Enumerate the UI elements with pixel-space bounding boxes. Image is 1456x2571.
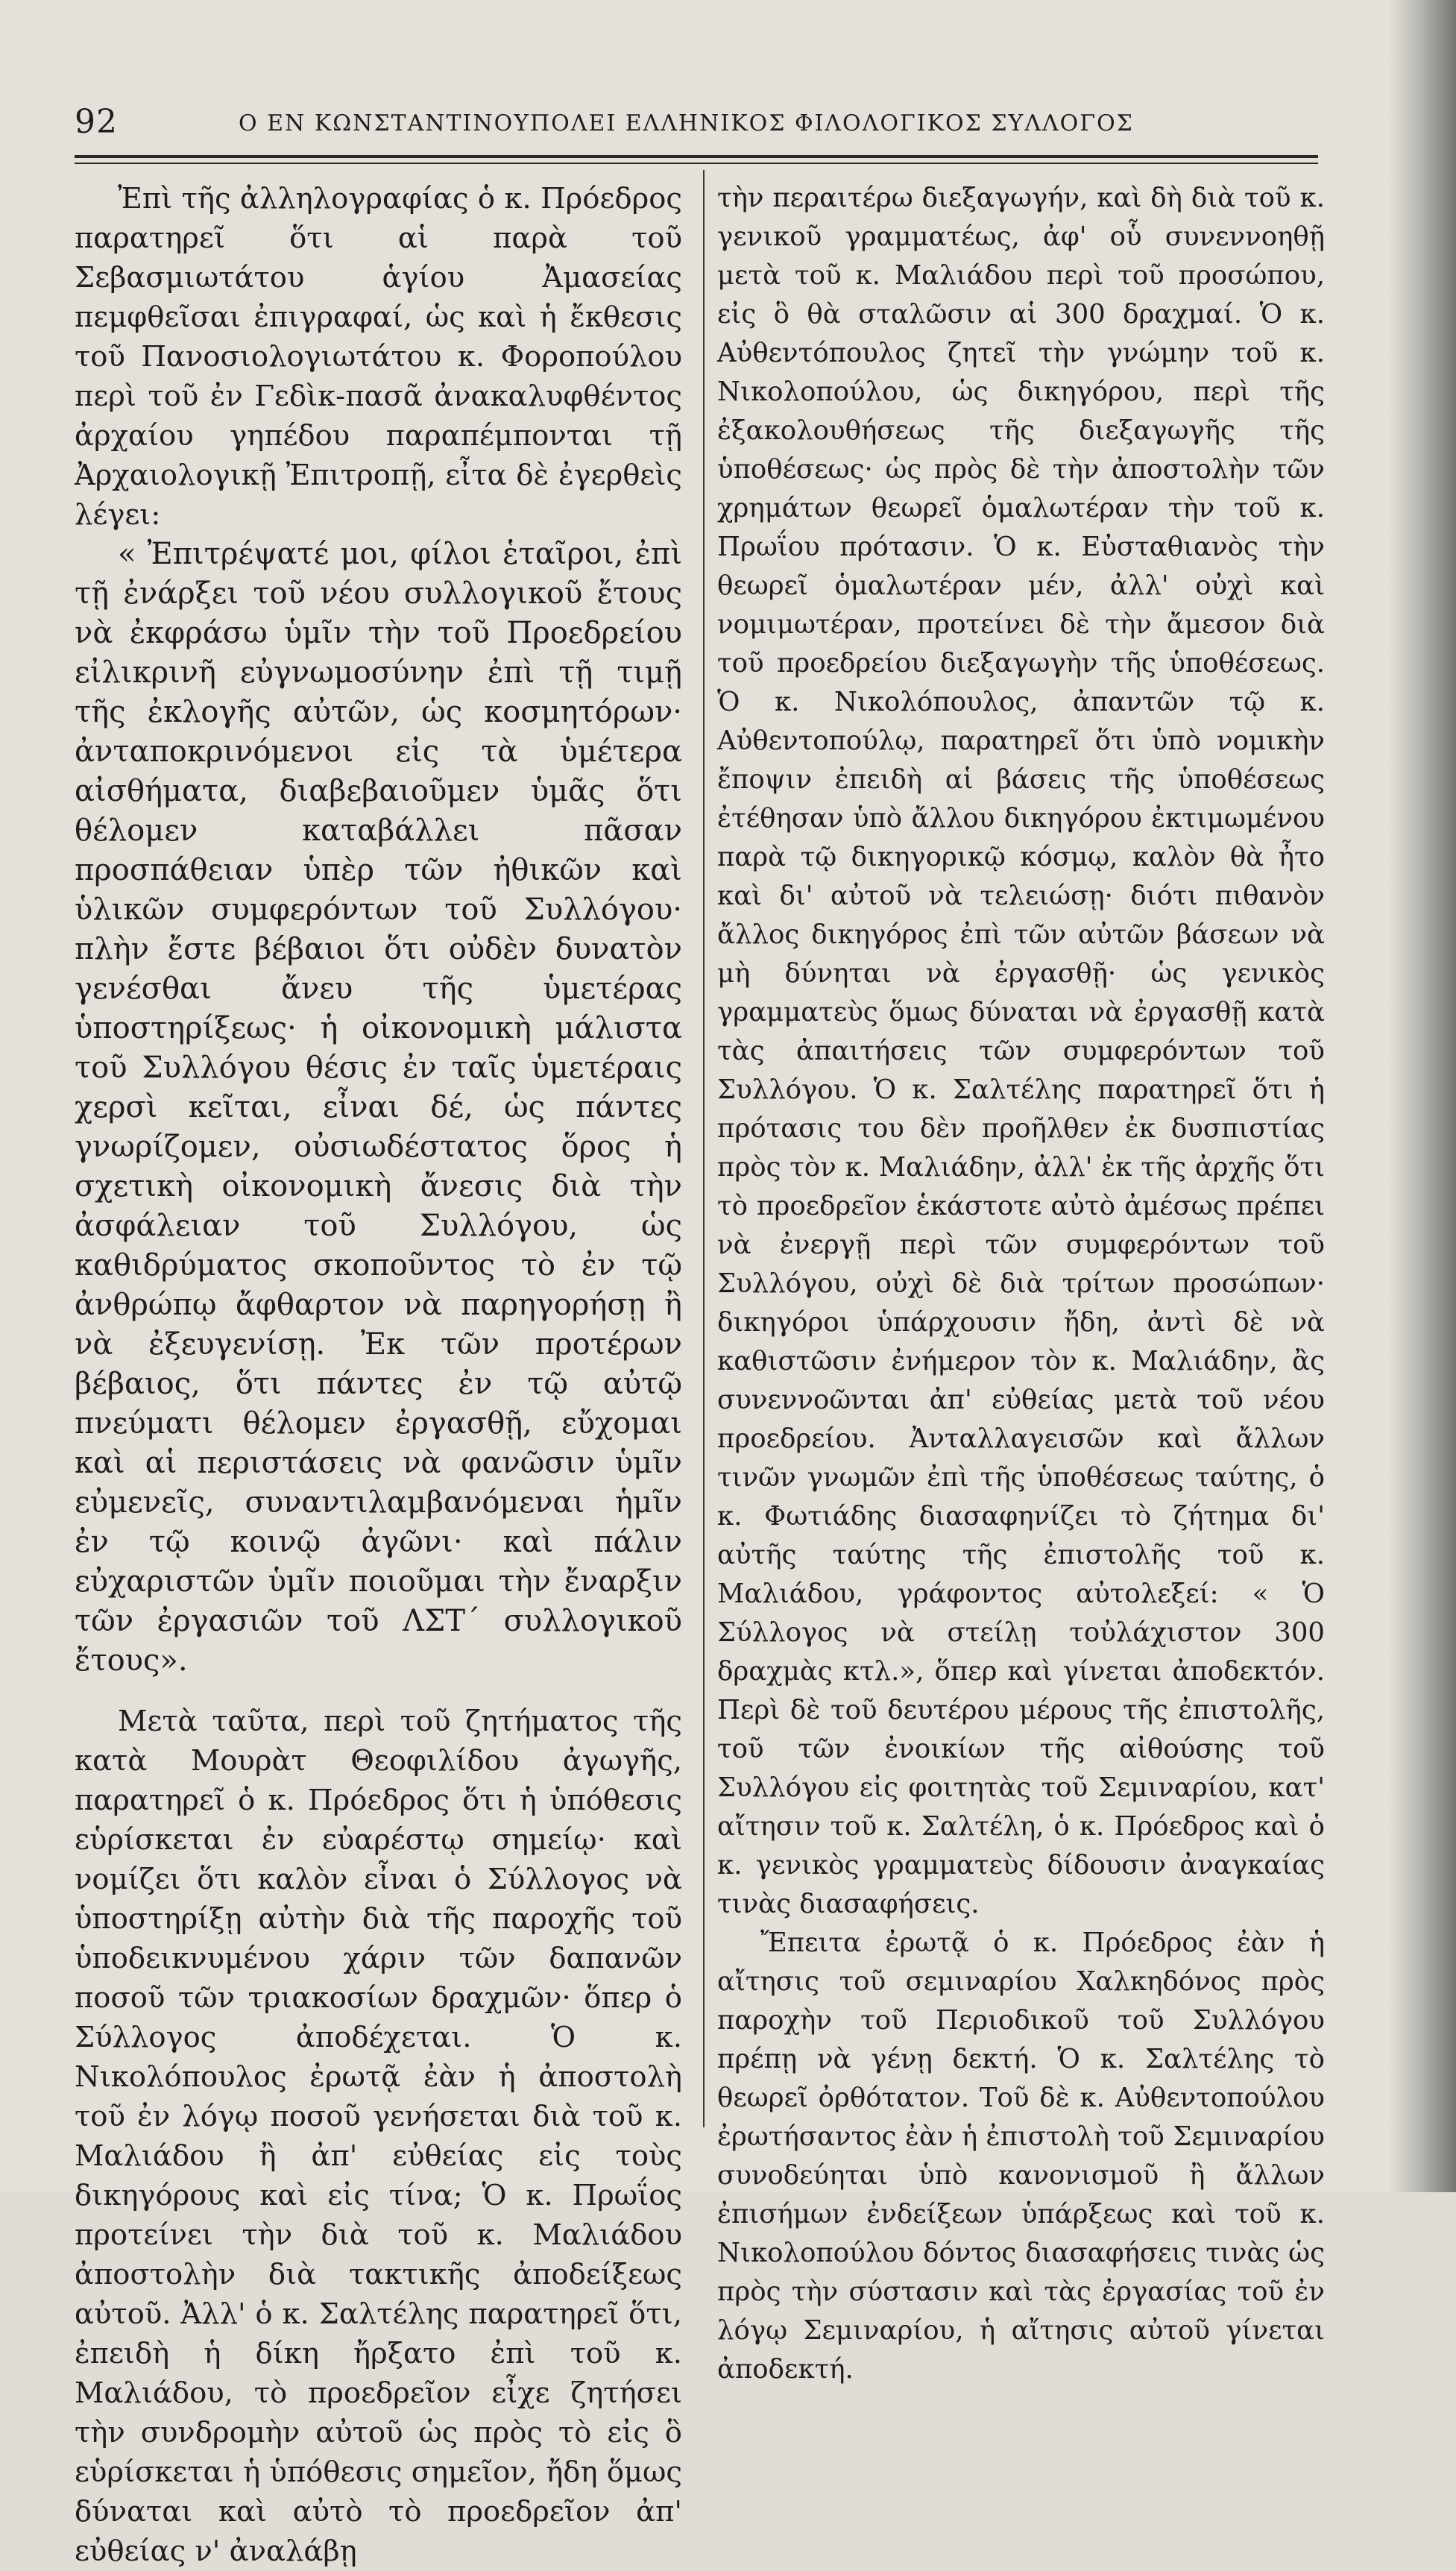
header-rule-thin (75, 163, 1318, 164)
paragraph-seminary-request: Ἔπειτα ἐρωτᾷ ὁ κ. Πρόεδρος ἐὰν ἡ αἴτησις τοῦ σεμιναρίου Χαλκηδόνος πρὸς παροχὴν τοῦ Περιοδικοῦ τοῦ Συλλόγου πρέπῃ νὰ γένῃ δεκτή. Ὁ κ. Σαλτέλης τὸ θεωρεῖ ὀρθότατον. Τοῦ δὲ κ. Αὐθεντοπούλου ἐρωτήσαντος ἐὰν ἡ ἐπιστολὴ τοῦ Σεμιναρίου συνοδεύηται ὑπὸ κανονισμοῦ ἢ ἄλλων ἐπισήμων ἐνδείξεων ὑπάρξεως καὶ τοῦ κ. Νικολοπούλου δόντος διασαφήσεις τινὰς ὡς πρὸς τὴν σύστασιν καὶ τὰς ἐργασίας τοῦ ἐν λόγῳ Σεμιναρίου, ἡ αἴτησις αὐτοῦ γίνεται ἀποδεκτή. (717, 1928, 1325, 2385)
header-rule (75, 155, 1318, 158)
paragraph-president-speech: « Ἐπιτρέψατέ μοι, φίλοι ἑταῖροι, ἐπὶ τῇ ἐνάρξει τοῦ νέου συλλογικοῦ ἔτους νὰ ἐκφράσω ὑμῖν τὴν τοῦ Προεδρείου εἰλικρινῆ εὐγνωμοσύνην ἐπὶ τῇ τιμῇ τῆς ἐκλογῆς αὐτῶν, ὡς κοσμητόρων· ἀνταποκρινόμενοι εἰς τὰ ὑμέτερα αἰσθήματα, διαβεβαιοῦμεν ὑμᾶς ὅτι θέλομεν καταβάλλει πᾶσαν προσπάθειαν ὑπὲρ τῶν ἠθικῶν καὶ ὑλικῶν συμφερόντων τοῦ Συλλόγου· πλὴν ἔστε βέβαιοι ὅτι οὐδὲν δυνατὸν γενέσθαι ἄνευ τῆς ὑμετέρας ὑποστηρίξεως· ἡ οἰκονομικὴ μάλιστα τοῦ Συλλόγου θέσις ἐν ταῖς ὑμετέραις χερσὶ κεῖται, εἶναι δέ, ὡς πάντες γνωρίζομεν, οὐσιωδέστατος ὅρος ἡ σχετικὴ οἰκονομικὴ ἄνεσις διὰ τὴν ἀσφάλειαν τοῦ Συλλόγου, ὡς καθιδρύματος σκοποῦντος τὸ ἐν τῷ ἀνθρώπῳ ἄφθαρτον νὰ παρηγορήσῃ ἢ νὰ ἐξευγενίσῃ. Ἐκ τῶν προτέρων βέβαιος, ὅτι πάντες ἐν τῷ αὐτῷ πνεύματι θέλομεν ἐργασθῇ, εὔχομαι καὶ αἱ περιστάσεις νὰ φανῶσιν ὑμῖν εὐμενεῖς, συναντιλαμβανόμεναι ἡμῖν ἐν τῷ κοινῷ ἀγῶνι· καὶ πάλιν εὐχαριστῶν ὑμῖν ποιοῦμαι τὴν ἔναρξιν τῶν ἐργασιῶν τοῦ ΛΣΤ´ συλλογικοῦ ἔτους». (75, 537, 682, 1678)
paragraph-correspondence: Ἐπὶ τῆς ἀλληλογραφίας ὁ κ. Πρόεδρος παρατηρεῖ ὅτι αἱ παρὰ τοῦ Σεβασμιωτάτου ἁγίου Ἀμασείας πεμφθεῖσαι ἐπιγραφαί, ὡς καὶ ἡ ἔκθεσις τοῦ Πανοσιολογιωτάτου κ. Φοροπούλου περὶ τοῦ ἐν Γεδὶκ-πασᾶ ἀνακαλυφθέντος ἀρχαίου γηπέδου παραπέμπονται τῇ Ἀρχαιολογικῇ Ἐπιτροπῇ, εἶτα δὲ ἐγερθεὶς λέγει: (75, 182, 682, 532)
paragraph-lawsuit-continued: τὴν περαιτέρω διεξαγωγήν, καὶ δὴ διὰ τοῦ κ. γενικοῦ γραμματέως, ἀφ' οὗ συνεννοηθῇ μετὰ τοῦ κ. Μαλιάδου περὶ τοῦ προσώπου, εἰς ὃ θὰ σταλῶσιν αἱ 300 δραχμαί. Ὁ κ. Αὐθεντόπουλος ζητεῖ τὴν γνώμην τοῦ κ. Νικολοπούλου, ὡς δικηγόρου, περὶ τῆς ἐξακολουθήσεως τῆς διεξαγωγῆς τῆς ὑποθέσεως· ὡς πρὸς δὲ τὴν ἀποστολὴν τῶν χρημάτων θεωρεῖ ὁμαλωτέραν τὴν τοῦ κ. Πρωΐου πρότασιν. Ὁ κ. Εὐσταθιανὸς τὴν θεωρεῖ ὁμαλωτέραν μέν, ἀλλ' οὐχὶ καὶ νομιμωτέραν, προτείνει δὲ τὴν ἄμεσον διὰ τοῦ προεδρείου διεξαγωγὴν τῆς ὑποθέσεως. Ὁ κ. Νικολόπουλος, ἀπαντῶν τῷ κ. Αὐθεντοπούλῳ, παρατηρεῖ ὅτι ὑπὸ νομικὴν ἔποψιν ἐπειδὴ αἱ βάσεις τῆς ὑποθέσεως ἐτέθησαν ὑπὸ ἄλλου δικηγόρου ἐκτιμωμένου παρὰ τῷ δικηγορικῷ κόσμῳ, καλὸν θὰ ἦτο καὶ δι' αὐτοῦ νὰ τελειώσῃ· διότι πιθανὸν ἄλλος δικηγόρος ἐπὶ τῶν αὐτῶν βάσεων νὰ μὴ δύνηται νὰ ἐργασθῇ· ὡς γενικὸς γραμματεὺς ὅμως δύναται νὰ ἐργασθῇ κατὰ τὰς ἀπαιτήσεις τῶν συμφερόντων τοῦ Συλλόγου. Ὁ κ. Σαλτέλης παρατηρεῖ ὅτι ἡ πρότασις του δὲν προῆλθεν ἐκ δυσπιστίας πρὸς τὸν κ. Μαλιάδην, ἀλλ' ἐκ τῆς ἀρχῆς ὅτι τὸ προεδρεῖον ἑκάστοτε αὐτὸ ἀμέσως πρέπει νὰ ἐνεργῇ περὶ τῶν συμφερόντων τοῦ Συλλόγου, οὐχὶ δὲ διὰ τρίτων προσώπων· δικηγόροι ὑπάρχουσιν ἤδη, ἀντὶ δὲ νὰ καθιστῶσιν ἐνήμερον τὸν κ. Μαλιάδην, ἂς συνεννοῶνται ἀπ' εὐθείας μετὰ τοῦ νέου προεδρείου. Ἀνταλλαγεισῶν καὶ ἄλλων τινῶν γνωμῶν ἐπὶ τῆς ὑποθέσεως ταύτης, ὁ κ. Φωτιάδης διασαφηνίζει τὸ ζήτημα δι' αὐτῆς ταύτης τῆς ἐπιστολῆς τοῦ κ. Μαλιάδου, γράφοντος αὐτολεξεί: « Ὁ Σύλλογος νὰ στείλῃ τοὐλάχιστον 300 δραχμὰς κτλ.», ὅπερ καὶ γίνεται ἀποδεκτόν. Περὶ δὲ τοῦ δευτέρου μέρους τῆς ἐπιστολῆς, τοῦ τῶν ἐνοικίων τῆς αἰθούσης τοῦ Συλλόγου εἰς φοιτητὰς τοῦ Σεμιναρίου, κατ' αἴτησιν τοῦ κ. Σαλτέλη, ὁ κ. Πρόεδρος καὶ ὁ κ. γενικὸς γραμματεὺς δίδουσιν ἀναγκαίας τινὰς διασαφήσεις. (717, 183, 1325, 1919)
journal-title: Ο ΕΝ ΚΩΝΣΤΑΝΤΙΝΟΥΠΟΛΕΙ ΕΛΛΗΝΙΚΟΣ ΦΙΛΟΛΟΓΙΚΟΣ ΣΥΛΛΟΓΟΣ (239, 110, 1134, 136)
paragraph-lawsuit-discussion: Μετὰ ταῦτα, περὶ τοῦ ζητήματος τῆς κατὰ Μουρὰτ Θεοφιλίδου ἀγωγῆς, παρατηρεῖ ὁ κ. Πρόεδρος ὅτι ἡ ὑπόθεσις εὑρίσκεται ἐν εὐαρέστῳ σημείῳ· καὶ νομίζει ὅτι καλὸν εἶναι ὁ Σύλλογος νὰ ὑποστηρίξῃ αὐτὴν διὰ τῆς παροχῆς τοῦ ὑποδεικνυμένου χάριν τῶν δαπανῶν ποσοῦ τῶν τριακοσίων δραχμῶν· ὅπερ ὁ Σύλλογος ἀποδέχεται. Ὁ κ. Νικολόπουλος ἐρωτᾷ ἐὰν ἡ ἀποστολὴ τοῦ ἐν λόγῳ ποσοῦ γενήσεται διὰ τοῦ κ. Μαλιάδου ἢ ἀπ' εὐθείας εἰς τοὺς δικηγόρους καὶ εἰς τίνα; Ὁ κ. Πρωΐος προτείνει τὴν διὰ τοῦ κ. Μαλιάδου ἀποστολὴν διὰ τακτικῆς ἀποδείξεως αὐτοῦ. Ἀλλ' ὁ κ. Σαλτέλης παρατηρεῖ ὅτι, ἐπειδὴ ἡ δίκη ἤρξατο ἐπὶ τοῦ κ. Μαλιάδου, τὸ προεδρεῖον εἶχε ζητήσει τὴν συνδρομὴν αὐτοῦ ὡς πρὸς τὸ εἰς ὃ εὑρίσκεται ἡ ὑπόθεσις σημεῖον, ἤδη ὅμως δύναται καὶ αὐτὸ τὸ προεδρεῖον ἀπ' εὐθείας ν' ἀναλάβῃ (75, 1705, 682, 2568)
binding-shadow (1389, 0, 1456, 2192)
column-divider (703, 170, 705, 2127)
running-head (75, 103, 1312, 148)
right-column (717, 179, 1325, 2389)
page-number: 92 (75, 103, 118, 141)
left-column (75, 179, 682, 2571)
